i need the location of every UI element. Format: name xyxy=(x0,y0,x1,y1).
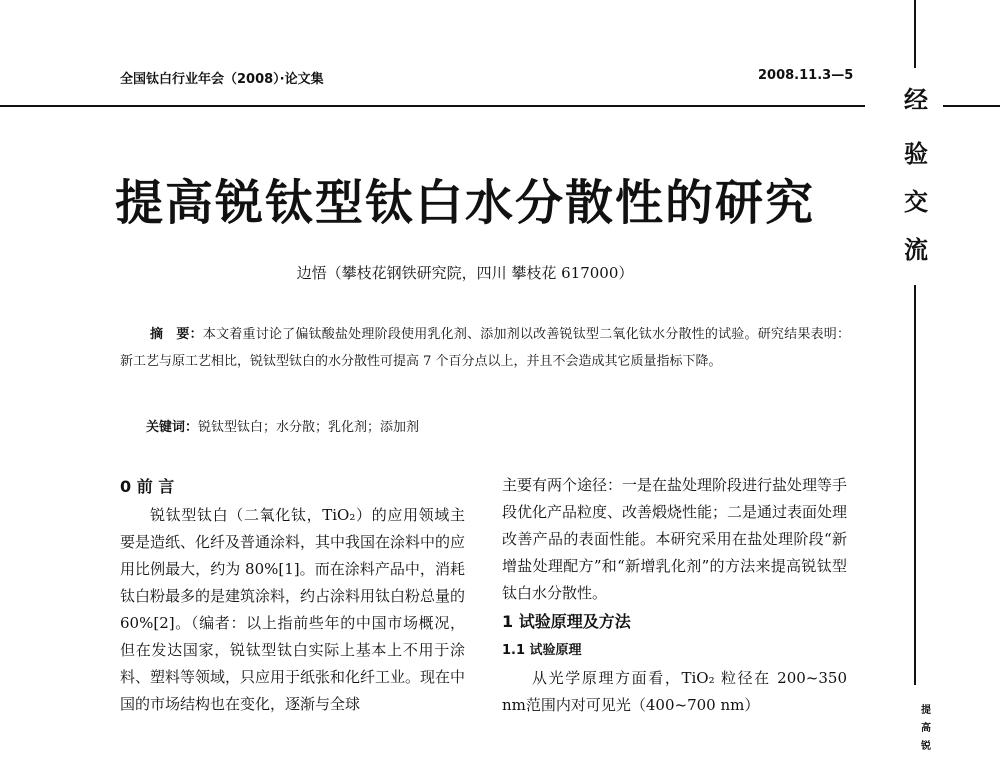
running-header-left: 全国钛白行业年会（2008）·论文集 xyxy=(120,72,324,87)
running-header-date: 2008.11.3—5 xyxy=(758,68,854,83)
keywords xyxy=(146,414,876,441)
side-running-title-char: 锐 xyxy=(921,741,931,752)
abstract-text: 本文着重讨论了偏钛酸盐处理阶段使用乳化剂、添加剂以改善锐钛型二氧化钛水分散性的试验。研究结果表明：新工艺与原工艺相比，锐钛型钛白的水分散性可提高 7 个百分点以上，并且不会造成其它质量指标下降。 xyxy=(120,327,850,369)
side-running-title-char: 高 xyxy=(921,723,931,734)
body-paragraph: 主要有两个途径：一是在盐处理阶段进行盐处理等手段优化产品粒度、改善煅烧性能；二是通过表面处理改善产品的表面性能。本研究采用在盐处理阶段“新增盐处理配方”和“新增乳化剂”的方法来提高锐钛型钛白水分散性。 xyxy=(502,476,848,602)
body-paragraph: 从光学原理方面看，TiO₂ 粒径在 200~350 nm范围内对可见光（400~700 nm） xyxy=(502,669,847,714)
section-tab-char: 交 xyxy=(904,188,928,216)
section-tab-char: 经 xyxy=(904,86,928,114)
side-rule-top xyxy=(914,0,916,68)
section-tab-char: 验 xyxy=(904,140,928,168)
header-rule-right xyxy=(943,105,1000,107)
abstract xyxy=(120,321,850,375)
abstract-label: 摘 要： xyxy=(150,327,203,342)
body-paragraph: 锐钛型钛白（二氧化钛，TiO₂）的应用领域主要是造纸、化纤及普通涂料，其中我国在涂料中的应用比例最大，约为 80%[1]。而在涂料产品中，消耗钛白粉最多的是建筑涂料，约占涂料用钛白粉总量的 60%[2]。（编者：以上指前些年的中国市场概况，但在发达国家，锐钛型钛白实际上基本上不用于涂料、塑料等领域，只应用于纸张和化纤工业。现在中国的市场结构也在变化，逐渐与全球 xyxy=(120,506,466,713)
side-rule xyxy=(914,285,916,685)
right-column xyxy=(502,472,847,719)
subsection-heading: 1.1 试验原理 xyxy=(502,643,582,658)
left-column xyxy=(120,472,465,718)
keywords-text: 锐钛型钛白；水分散；乳化剂；添加剂 xyxy=(198,420,420,435)
author-affiliation: 边悟（攀枝花钢铁研究院，四川 攀枝花 617000） xyxy=(296,264,634,282)
header-rule xyxy=(0,105,865,107)
section-heading: 1 试验原理及方法 xyxy=(502,612,631,631)
keywords-label: 关键词： xyxy=(146,420,199,435)
section-tab-char: 流 xyxy=(904,236,928,264)
section-heading: 0 前 言 xyxy=(120,477,175,496)
paper-title: 提高锐钛型钛白水分散性的研究 xyxy=(114,175,815,231)
side-running-title-char: 提 xyxy=(921,705,931,716)
